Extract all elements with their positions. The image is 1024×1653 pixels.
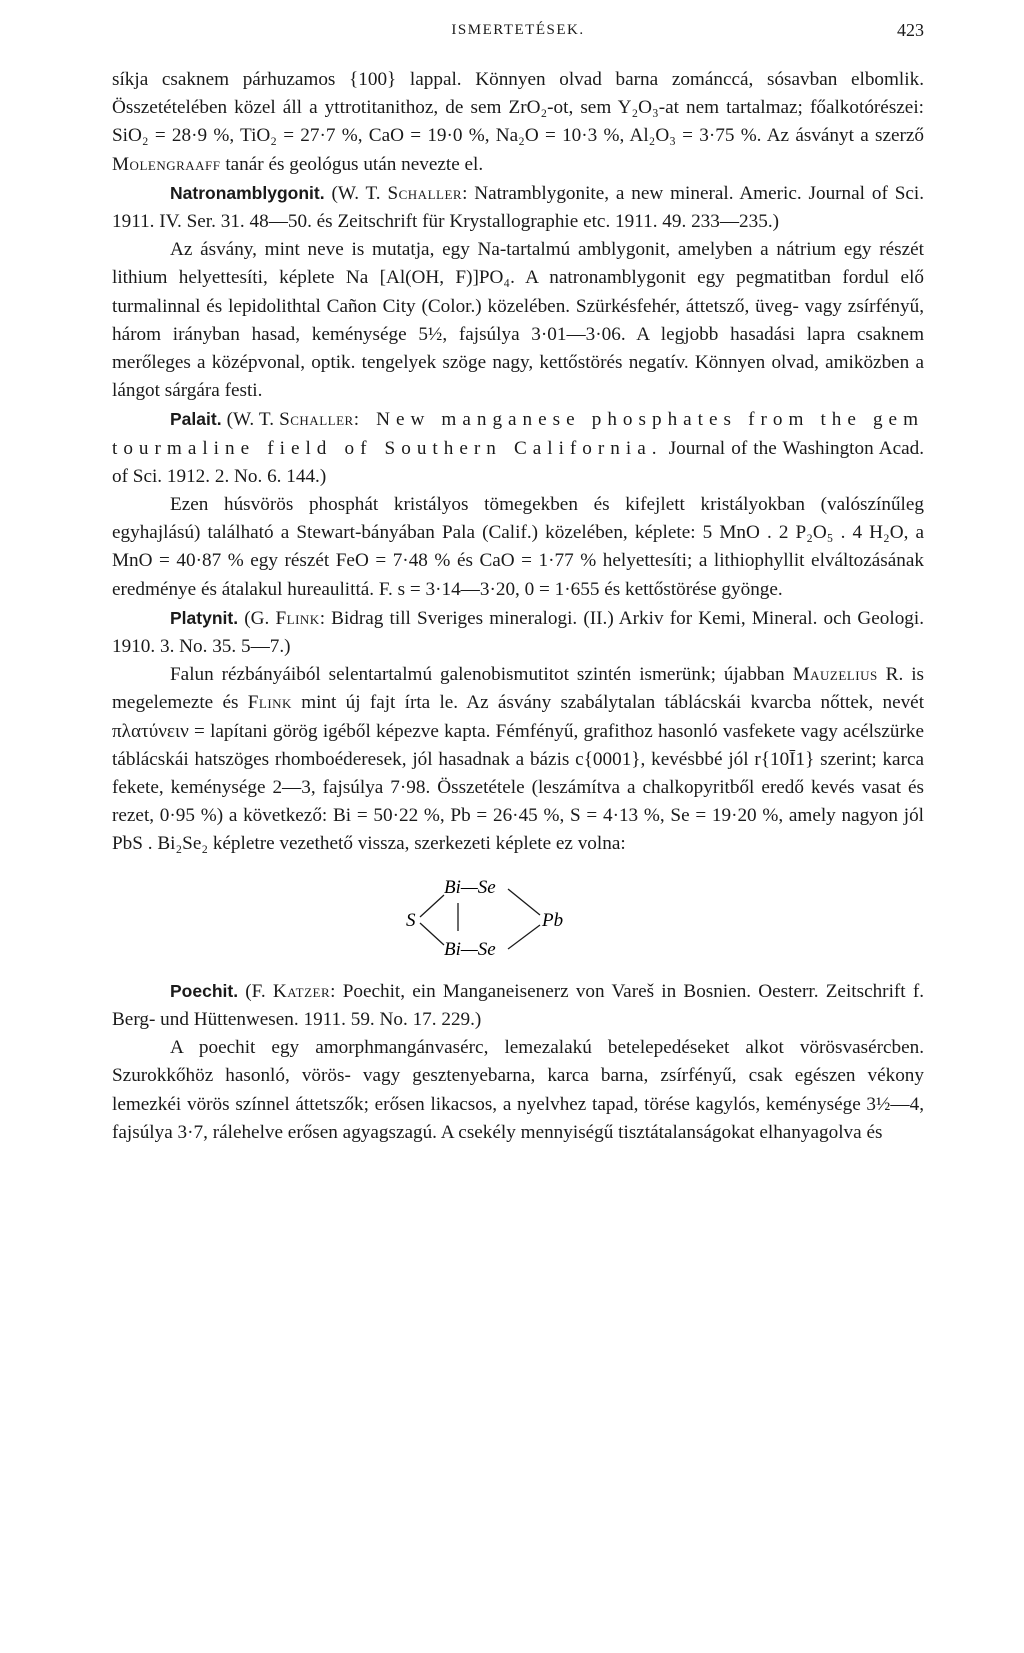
reference-prefix: (W. T. — [226, 409, 274, 431]
paragraph-text-part: mint új fajt írta le. Az ásvány szabálytalan táblácskái kvarcba nőttek, nevét πλατύνειν = lapítani görög igéből képezve kapta. Fémfényű, grafithoz hasonló vasfekete vagy acélszürke táblácskái hatszöges rhomboéderesek, jól hasadnak a bázis c{0001}, kevésbbé jól r{10Ī1} szerint; karca fekete, keménysége 2—3, fajsúlya 7·98. Összetétele (leszámítva a chalkopyritből eredő kevés vasat és rezet, 0·95 %) a következő: Bi = 50·22 %, Pb = 26·45 %, S = 4·13 %, Se = 19·20 %, amely nagyon jól PbS . Bi₂Se₂ képletre vezethető vissza, szerkezeti képlete ez volna: — [112, 692, 925, 855]
bond-line — [508, 889, 540, 915]
reference-text: Journal of the Washington Acad. of Sci. 1912. 2. No. 6. 144.) — [112, 437, 924, 487]
reference-text: : Bidrag till Sveriges mineralogi. (II.) Arkiv for Kemi, Mineral. och Geologi. 1910. 3. No. 35. 5—7.) — [112, 607, 925, 658]
running-head: ISMERTETÉSEK. — [451, 22, 585, 38]
paragraph-text: Ezen húsvörös phosphát kristályos tömegekben és kifejlett kristályokban (valószínűleg egyhajlású) található a Stewart-bányában Pala (Calif.) közelében, képlete: 5 MnO . 2 P₂O₅ . 4 H₂O, a MnO = 40·87 % egy részét FeO = 7·48 % és CaO = 1·77 % helyettesíti; a lithiophyllit elváltozásának eredménye és átalakul hureaulittá. F. s = 3·14—3·20, 0 = 1·655 és kettőstörése gyönge. — [112, 494, 924, 600]
reference-prefix: (W. T. — [331, 182, 381, 204]
formula-lead: Pb — [542, 909, 564, 931]
mineral-name: Natronamblygonit. — [170, 182, 325, 203]
entry-palait — [112, 405, 924, 491]
author-name: Schaller — [387, 182, 463, 204]
reference-prefix: (G. — [244, 607, 270, 629]
paragraph-text: Az ásvány, mint neve is mutatja, egy Na-tartalmú amblygonit, amelyben a nátrium egy részét lithium helyettesíti, képlete Na [Al(OH, F)]PO₄. A natronamblygonit egy pegmatitban fordul elő turmalinnal és lepidolithtal Cañon City (Color.) közelében. Szürkésfehér, áttetsző, üveg- vagy zsírfényű, három irányban hasad, keménysége 5½, fajsúlya 3·01—3·06. A legjobb hasadási lapra csaknem merőleges a középvonal, optik. tengelyek szöge nagy, kettőstörés negatív. Könnyen olvad, amiközben a lángot sárgára festi. — [112, 239, 924, 402]
person-name: Mauzelius — [792, 664, 878, 686]
journal-page — [112, 0, 924, 1147]
entry-poechit — [112, 977, 924, 1034]
bond-line — [508, 925, 540, 949]
paragraph-text — [112, 661, 924, 858]
paragraph-continuation — [112, 66, 924, 179]
entry-platynit — [112, 604, 924, 661]
reference-text: : Poechit, ein Manganeisenerz von Vareš in Bosnien. Oesterr. Zeitschrift f. Berg- und Hüttenwesen. 1911. 59. No. 17. 229.) — [112, 980, 925, 1030]
author-name: Flink — [275, 607, 320, 629]
reference-text: : Natramblygonite, a new mineral. Americ. Journal of Sci. 1911. IV. Ser. 31. 48—50. és Zeitschrift für Krystallographie etc. 1911. 49. 233—235.) — [112, 182, 925, 233]
formula-bi-se-top: Bi—Se — [444, 876, 496, 898]
bond-line — [420, 895, 444, 917]
paragraph-text-part: Falun rézbányáiból selentartalmú galenobismutitot szintén ismerünk; újabban — [170, 664, 785, 686]
author-name: Katzer — [272, 980, 331, 1002]
entry-natronamblygonit — [112, 179, 924, 236]
page-header — [112, 0, 924, 52]
mineral-name: Palait. — [170, 409, 222, 430]
structural-formula-diagram — [404, 869, 624, 969]
paragraph-text: síkja csaknem párhuzamos {100} lappal. Könnyen olvad barna zománccá, sósavban elbomlik. Összetételében közel áll a yttrotitanithoz, de sem ZrO₂-ot, sem Y₂O₃-at nem tartalmaz; főalkotórészei: SiO₂ = 28·9 %, TiO₂ = 27·7 %, CaO = 19·0 %, Na₂O = 10·3 %, Al₂O₃ = 3·75 %. Az ásványt a szerző — [112, 69, 924, 147]
article-title: : New manganese phosphates from the gem tourmaline field of Southern California. — [112, 409, 924, 459]
formula-sulfur: S — [406, 909, 416, 931]
paragraph-text: A poechit egy amorphmangánvasérc, lemezalakú betelepedéseket alkot vörösvasércben. Szurokkőhöz hasonló, vörös- vagy gesztenyebarna, karca barna, zsírfényű, csak egészen vékony lemezkéi vörös színnel áttetszők; erősen likacsos, a nyelvhez tapad, törése kagylós, keménysége 3½—4, fajsúlya 3·7, rálehelve erősen agyagszagú. A csekély mennyiségű tisztátalanságokat elhanyagolva és — [112, 1037, 924, 1143]
formula-bi-se-bottom: Bi—Se — [444, 938, 496, 960]
paragraph-text-part: R. is megelemezte és — [112, 664, 924, 714]
author-name: Molengraaff — [112, 153, 221, 175]
bond-line — [420, 923, 444, 945]
paragraph-text: tanár és geológus után nevezte el. — [225, 153, 484, 175]
person-name: Flink — [247, 692, 292, 714]
author-name: Schaller — [279, 409, 354, 431]
structural-formula — [112, 865, 924, 973]
body-text — [112, 66, 924, 1147]
mineral-name: Poechit. — [170, 980, 239, 1001]
reference-prefix: (F. — [245, 980, 266, 1002]
mineral-name: Platynit. — [170, 607, 239, 628]
page-number: 423 — [897, 20, 924, 40]
